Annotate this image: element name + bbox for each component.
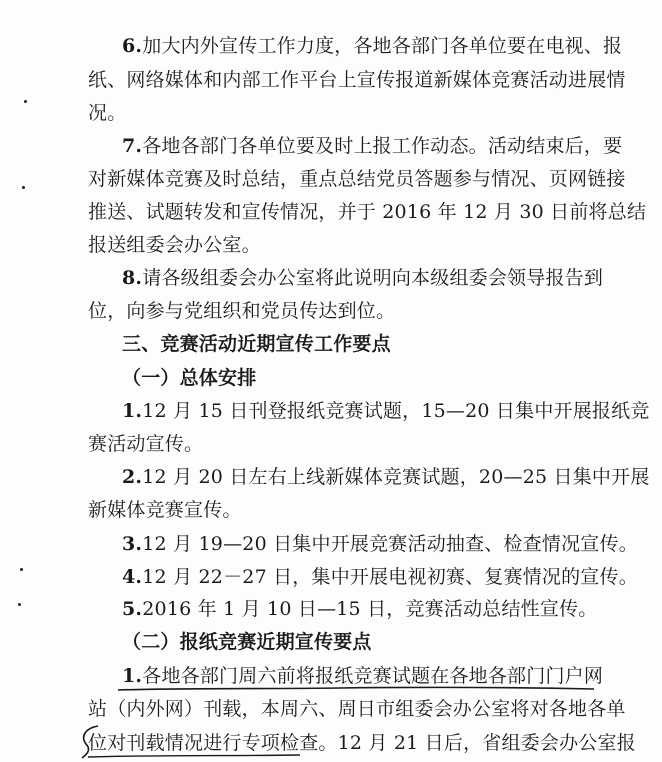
pen-bracket-mark xyxy=(82,726,98,758)
paragraph-7-line-3: 推送、试题转发和宣传情况，并于 2016 年 12 月 30 日前将总结 xyxy=(88,201,647,223)
newspaper-point-1-line-3: 位对刊载情况进行专项检查。12 月 21 日后，省组委会办公室报 xyxy=(88,732,636,754)
subsection-heading-2: （二）报纸竞赛近期宣传要点 xyxy=(122,631,372,653)
arrangement-1-line-2: 赛活动宣传。 xyxy=(88,433,204,455)
arrangement-3: 3.12 月 19—20 日集中开展竞赛活动抽查、检查情况宣传。 xyxy=(122,533,638,555)
paragraph-6-line-1: 6.加大内外宣传工作力度，各地各部门各单位要在电视、报 xyxy=(122,35,623,57)
paragraph-7-line-2: 对新媒体竞赛及时总结，重点总结党员答题参与情况、页网链接 xyxy=(88,168,626,190)
arrangement-5: 5.2016 年 1 月 10 日—15 日，竞赛活动总结性宣传。 xyxy=(122,598,598,620)
scan-speck xyxy=(22,186,25,189)
arrangement-2-line-1: 2.12 月 20 日左右上线新媒体竞赛试题，20—25 日集中开展 xyxy=(122,466,650,488)
paragraph-8-line-1: 8.请各级组委会办公室将此说明向本级组委会领导报告到 xyxy=(122,267,604,289)
pen-underline-line-1 xyxy=(118,687,594,690)
newspaper-point-1-line-2: 站（内外网）刊载，本周六、周日市组委会办公室将对各地各单 xyxy=(88,698,626,720)
newspaper-point-1-line-1: 1.各地各部门周六前将报纸竞赛试题在各地各部门门户网 xyxy=(122,665,604,687)
paragraph-7-line-1: 7.各地各部门各单位要及时上报工作动态。活动结束后，要 xyxy=(122,135,623,157)
arrangement-2-line-2: 新媒体竞赛宣传。 xyxy=(88,499,242,521)
scan-speck xyxy=(20,568,23,571)
paragraph-8-line-2: 位，向参与党组织和党员传达到位。 xyxy=(88,300,396,322)
pen-underline-line-3 xyxy=(88,755,300,757)
paragraph-7-line-4: 报送组委会办公室。 xyxy=(88,234,261,256)
arrangement-4: 4.12 月 22－27 日，集中开展电视初赛、复赛情况的宣传。 xyxy=(122,566,638,588)
scan-speck xyxy=(24,100,27,103)
arrangement-1-line-1: 1.12 月 15 日刊登报纸竞赛试题，15—20 日集中开展报纸竞 xyxy=(122,400,650,422)
paragraph-6-line-3: 况。 xyxy=(88,102,127,124)
section-heading-3: 三、竞赛活动近期宣传工作要点 xyxy=(122,333,391,355)
subsection-heading-1: （一）总体安排 xyxy=(122,367,257,389)
scan-speck xyxy=(18,603,21,606)
paragraph-6-line-2: 纸、网络媒体和内部工作平台上宣传报道新媒体竞赛活动进展情 xyxy=(88,69,626,91)
